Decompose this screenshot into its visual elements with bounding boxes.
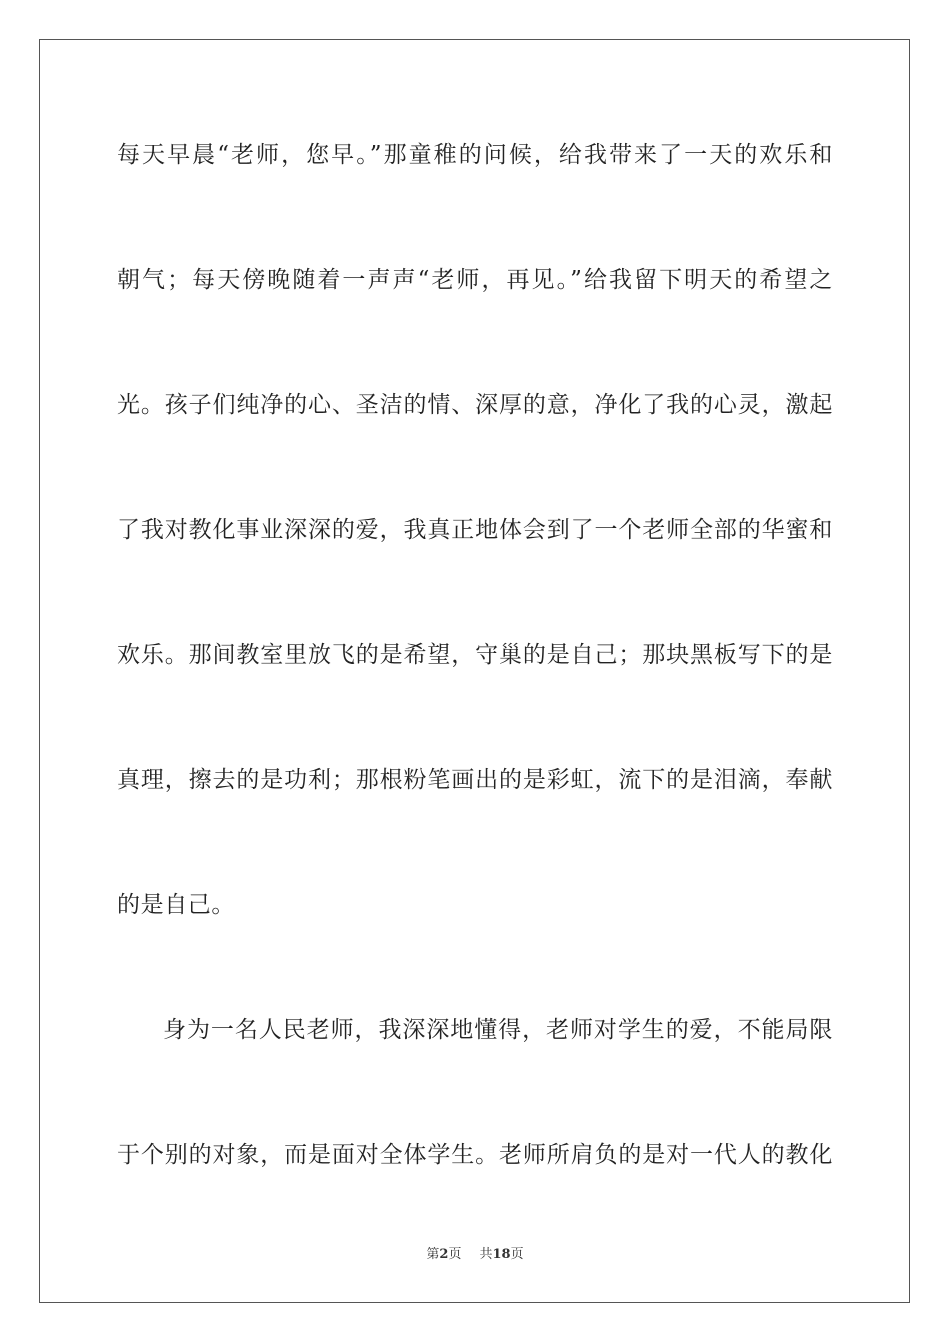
total-suffix: 页 <box>510 1247 524 1262</box>
text-line-6: 真理，擦去的是功利；那根粉笔画出的是彩虹，流下的是泪滴，奉献 <box>117 767 833 793</box>
text-line-3: 光。孩子们纯净的心、圣洁的情、深厚的意，净化了我的心灵，激起 <box>117 392 833 418</box>
paragraph-start-line: 身为一名人民老师，我深深地懂得，老师对学生的爱，不能局限 <box>163 1017 833 1043</box>
text-line-9: 于个别的对象，而是面对全体学生。老师所肩负的是对一代人的教化 <box>117 1142 833 1168</box>
total-prefix: 共 <box>479 1247 493 1262</box>
text-line-4: 了我对教化事业深深的爱，我真正地体会到了一个老师全部的华蜜和 <box>117 517 833 543</box>
page-border <box>39 39 910 1303</box>
page-number: 2 <box>439 1247 449 1262</box>
total-pages: 18 <box>492 1247 511 1262</box>
page-suffix: 页 <box>448 1247 462 1262</box>
text-line-1: 每天早晨“老师，您早。”那童稚的问候，给我带来了一天的欢乐和 <box>117 142 833 168</box>
text-line-2: 朝气；每天傍晚随着一声声“老师，再见。”给我留下明天的希望之 <box>117 267 833 293</box>
page-prefix: 第 <box>426 1247 440 1262</box>
text-line-5: 欢乐。那间教室里放飞的是希望，守巢的是自己；那块黑板写下的是 <box>117 642 833 668</box>
text-line-7: 的是自己。 <box>117 892 235 918</box>
page-footer <box>0 1247 950 1263</box>
